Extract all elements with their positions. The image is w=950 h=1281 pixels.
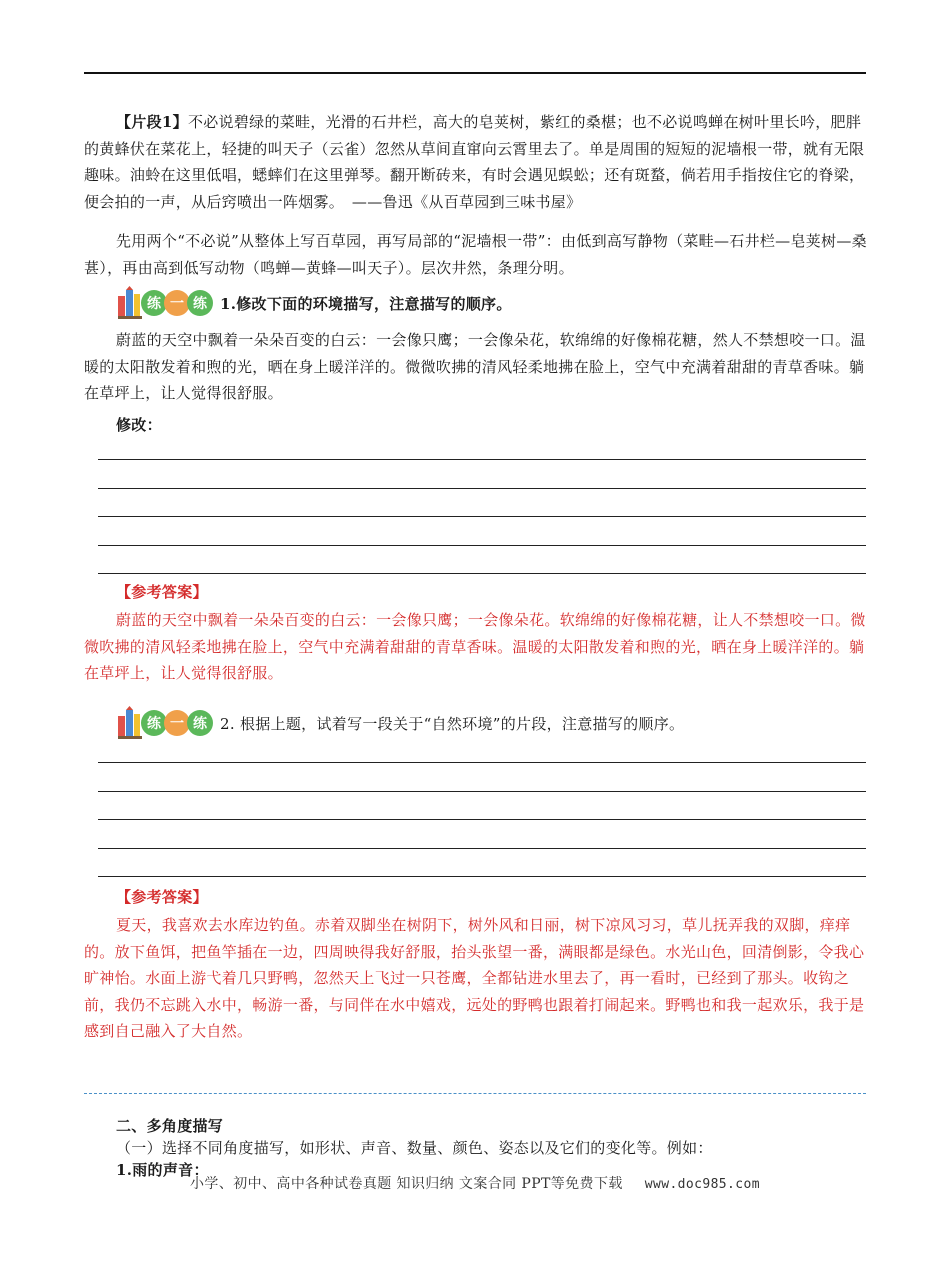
practice-badge-icon — [116, 286, 218, 320]
answer-line[interactable] — [98, 545, 866, 546]
answer-line[interactable] — [98, 516, 866, 517]
answer1-label: 【参考答案】 — [116, 583, 208, 601]
edit-label: 修改： — [116, 416, 162, 434]
task2-header — [116, 706, 684, 740]
badge-char-2: 一 — [170, 296, 184, 312]
answer-line[interactable] — [98, 488, 866, 489]
excerpt-paragraph — [84, 109, 874, 215]
task1-header — [116, 286, 512, 320]
answer-line[interactable] — [98, 848, 866, 849]
section-item: 1.雨的声音： — [116, 1161, 209, 1179]
section-divider — [84, 1093, 866, 1094]
footer-url[interactable]: www.doc985.com — [644, 1177, 760, 1192]
task2-title: 2. 根据上题，试着写一段关于“自然环境”的片段，注意描写的顺序。 — [220, 714, 685, 733]
answer-line[interactable] — [98, 819, 866, 820]
badge-char-1: 练 — [147, 716, 161, 732]
footer-text: 小学、初中、高中各种试卷真题 知识归纳 文案合同 PPT等免费下载 — [190, 1176, 623, 1192]
badge-char-2: 一 — [170, 716, 184, 732]
badge-char-3: 练 — [193, 296, 207, 312]
top-rule — [84, 72, 866, 74]
badge-char-1: 练 — [147, 296, 161, 312]
answer-line[interactable] — [98, 573, 866, 574]
badge-char-3: 练 — [193, 716, 207, 732]
answer-line[interactable] — [98, 791, 866, 792]
answer2-label: 【参考答案】 — [116, 888, 208, 906]
analysis-paragraph: 先用两个“不必说”从整体上写百草园，再写局部的“泥墙根一带”：由低到高写静物（菜畦—石井栏—皂荚树—桑葚），再由高到低写动物（鸣蝉—黄蜂—叫天子）。层次井然，条理分明。 — [84, 232, 867, 277]
task1-passage: 蔚蓝的天空中飘着一朵朵百变的白云：一会像只鹰；一会像朵花，软绵绵的好像棉花糖，然人不禁想咬一口。温暖的太阳散发着和煦的光，晒在身上暖洋洋的。微微吹拂的清风轻柔地拂在脸上，空气中充满着甜甜的青草香味。躺在草坪上，让人觉得很舒服。 — [84, 331, 866, 402]
task1-title: 1.修改下面的环境描写，注意描写的顺序。 — [220, 294, 512, 313]
answer-line[interactable] — [98, 876, 866, 877]
section-title: 二、多角度描写 — [116, 1117, 224, 1135]
page-footer — [0, 1173, 950, 1193]
excerpt-tag: 【片段1】 — [116, 113, 188, 131]
section-subtitle: （一）选择不同角度描写，如形状、声音、数量、颜色、姿态以及它们的变化等。例如： — [116, 1139, 713, 1157]
practice-badge-icon — [116, 706, 218, 740]
excerpt-text: 不必说碧绿的菜畦，光滑的石井栏，高大的皂荚树，紫红的桑椹；也不必说鸣蝉在树叶里长吟，肥胖的黄蜂伏在菜花上，轻捷的叫天子（云雀）忽然从草间直窜向云霄里去了。单是周围的短短的泥墙根一带，就有无限趣味。油蛉在这里低唱，蟋蟀们在这里弹琴。翻开断砖来，有时会遇见蜈蚣；还有斑蝥，倘若用手指按住它的脊梁，便会拍的一声，从后窍喷出一阵烟雾。 ——鲁迅《从百草园到三味书屋》 — [84, 113, 865, 211]
answer-line[interactable] — [98, 762, 866, 763]
answer2-text: 夏天，我喜欢去水库边钓鱼。赤着双脚坐在树阴下，树外风和日丽，树下凉风习习，草儿抚弄我的双脚，痒痒的。放下鱼饵，把鱼竿插在一边，四周映得我好舒服，抬头张望一番，满眼都是绿色。水光山色，回清倒影，令我心旷神怡。水面上游弋着几只野鸭，忽然天上飞过一只苍鹰，全都钻进水里去了，再一看时，已经到了那头。收钩之前，我仍不忘跳入水中，畅游一番，与同伴在水中嬉戏，远处的野鸭也跟着打闹起来。野鸭也和我一起欢乐，我于是感到自己融入了大自然。 — [84, 916, 865, 1040]
answer1-text: 蔚蓝的天空中飘着一朵朵百变的白云：一会像只鹰；一会像朵花。软绵绵的好像棉花糖，让人不禁想咬一口。微微吹拂的清风轻柔地拂在脸上，空气中充满着甜甜的青草香味。温暖的太阳散发着和煦的光，晒在身上暖洋洋的。躺在草坪上，让人觉得很舒服。 — [84, 611, 866, 682]
answer-line[interactable] — [98, 459, 866, 460]
